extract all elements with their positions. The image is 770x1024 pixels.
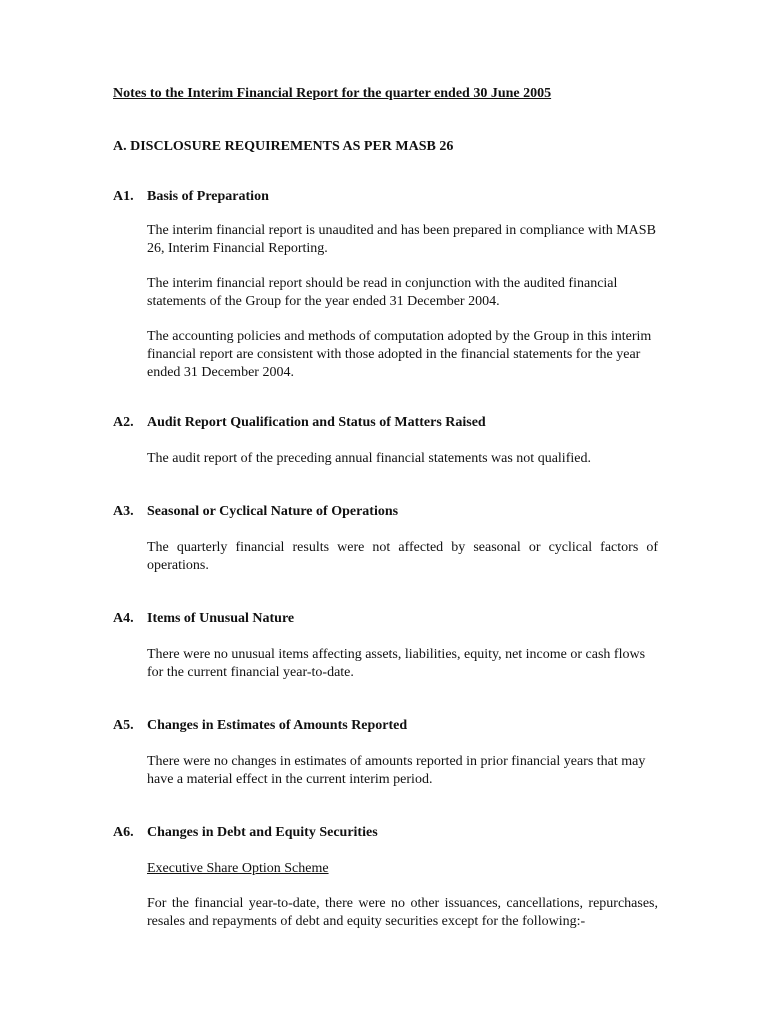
section-body [147, 753, 658, 789]
section-number: A3. [113, 504, 134, 519]
section-title: Audit Report Qualification and Status of Matters Raised [147, 415, 486, 430]
section-a5 [113, 717, 658, 789]
section-title: Seasonal or Cyclical Nature of Operations [147, 504, 399, 519]
section-title: Changes in Estimates of Amounts Reported [147, 718, 408, 733]
paragraph: For the financial year-to-date, there were no other issuances, cancellations, repurchases, resales and repayments of debt and equity securities except for the following:- [147, 896, 658, 929]
section-body [147, 646, 658, 682]
report-title: Notes to the Interim Financial Report for the quarter ended 30 June 2005 [113, 86, 552, 101]
section-heading [113, 717, 658, 735]
section-heading [113, 824, 658, 842]
section-number: A5. [113, 718, 134, 733]
section-a6 [113, 824, 658, 931]
section-heading [113, 414, 658, 432]
paragraph: The audit report of the preceding annual financial statements was not qualified. [147, 451, 591, 466]
section-body [147, 860, 658, 931]
section-a1 [113, 188, 658, 382]
paragraph: There were no unusual items affecting assets, liabilities, equity, net income or cash flows for the current financial year-to-date. [147, 647, 646, 680]
section-title: Basis of Preparation [147, 189, 269, 204]
paragraph: The quarterly financial results were not affected by seasonal or cyclical factors of operations. [147, 540, 658, 573]
section-a3 [113, 503, 658, 575]
section-heading [113, 503, 658, 521]
section-title: Items of Unusual Nature [147, 611, 295, 626]
section-body [147, 222, 658, 382]
section-body [147, 450, 658, 468]
paragraph: There were no changes in estimates of amounts reported in prior financial years that may have a material effect in the current interim period. [147, 754, 646, 787]
subheading: Executive Share Option Scheme [147, 861, 329, 876]
section-body [147, 539, 658, 575]
section-number: A1. [113, 189, 134, 204]
section-number: A2. [113, 415, 134, 430]
paragraph: The interim financial report should be read in conjunction with the audited financial statements of the Group for the year ended 31 December 2004. [147, 276, 618, 309]
section-number: A4. [113, 611, 134, 626]
section-a2 [113, 414, 658, 468]
section-heading [113, 610, 658, 628]
paragraph: The accounting policies and methods of computation adopted by the Group in this interim financial report are consistent with those adopted in the financial statements for the year ended 31 December 2004. [147, 329, 652, 380]
section-heading [113, 188, 658, 206]
paragraph: The interim financial report is unaudited and has been prepared in compliance with MASB 26, Interim Financial Reporting. [147, 223, 656, 256]
section-number: A6. [113, 825, 134, 840]
section-title: Changes in Debt and Equity Securities [147, 825, 378, 840]
section-a4 [113, 610, 658, 682]
part-heading: A. DISCLOSURE REQUIREMENTS AS PER MASB 26 [113, 139, 454, 154]
